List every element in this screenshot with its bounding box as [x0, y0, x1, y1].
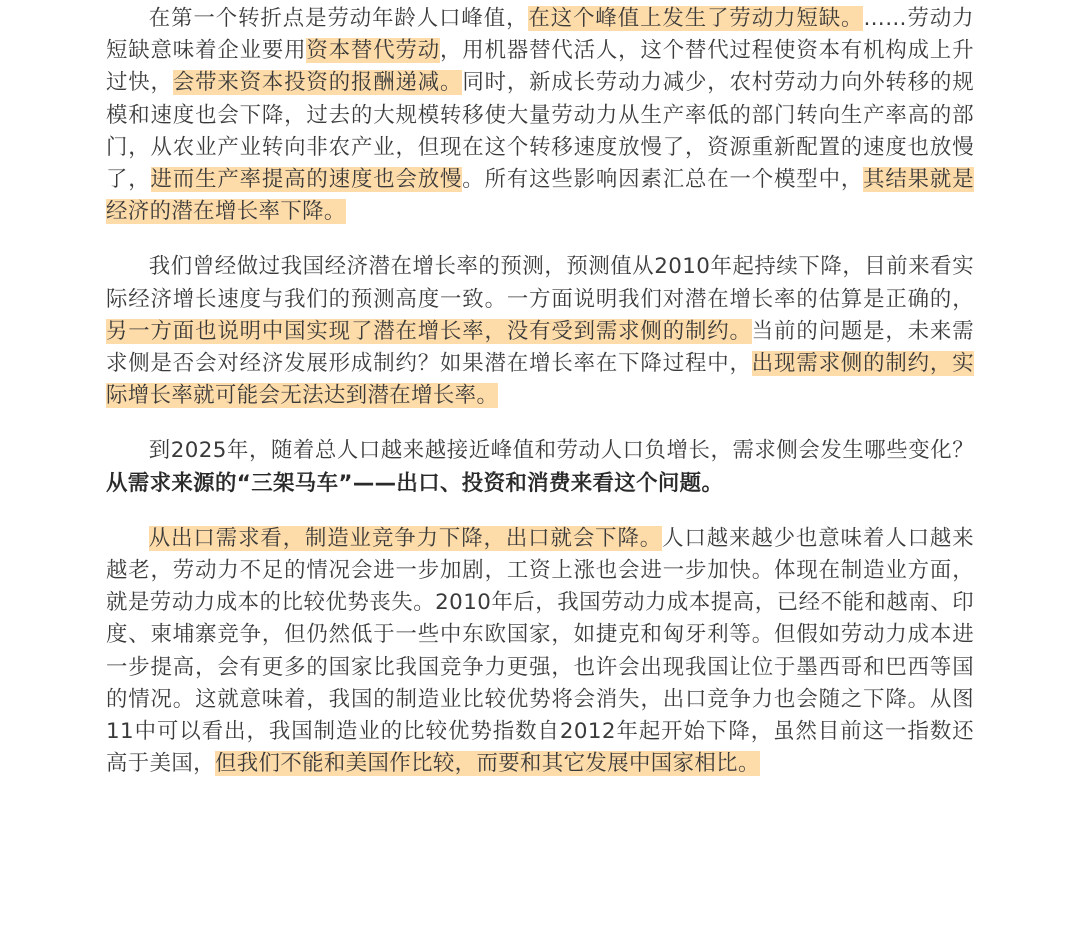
- paragraph-4: [106, 523, 974, 781]
- text-segment: 同时，新成长劳动力减少，农村劳动力向外转移的规模和速度也会下降，过去的大规模转移使大量劳动力从生产率低的部门转向生产率高的部门，从农业产业转向非农产业，但现在这个转移速度放慢了，资源重新配置的速度也放慢了，: [106, 70, 975, 193]
- text-segment: ……劳动力短缺意味着企业要用: [106, 6, 974, 64]
- text-segment: 。所有这些影响因素汇总在一个模型中，: [462, 167, 864, 193]
- highlighted-text: 另一方面也说明中国实现了潜在增长率，没有受到需求侧的制约。: [106, 318, 752, 344]
- text-segment: 在第一个转折点是劳动年龄人口峰值，: [148, 6, 529, 31]
- bold-text: 从需求来源的“三架马车”——出口、投资和消费来看这个问题。: [106, 470, 724, 496]
- highlighted-text: 进而生产率提高的速度也会放慢: [150, 167, 463, 193]
- text-segment: 我们曾经做过我国经济潜在增长率的预测，预测值从2010年起持续下降，目前来看实际经济增长速度与我们的预测高度一致。一方面说明我们对潜在增长率的估算是正确的，: [106, 254, 974, 312]
- highlighted-text: 从出口需求看，制造业竞争力下降，出口就会下降。: [148, 525, 663, 551]
- paragraph-3: [106, 435, 974, 499]
- text-segment: 到2025年，随着总人口越来越接近峰值和劳动人口负增长，需求侧会发生哪些变化？: [148, 438, 974, 464]
- highlighted-text: 但我们不能和美国作比较，而要和其它发展中国家相比。: [214, 751, 760, 777]
- highlighted-text: 出现需求侧的制约，实际增长率就可能会无法达到潜在增长率。: [106, 351, 974, 409]
- text-segment: ，用机器替代活人，这个替代过程使资本有机构成上升过快，: [106, 38, 974, 96]
- highlighted-text: 会带来资本投资的报酬递减。: [172, 70, 463, 96]
- text-segment: 当前的问题是，未来需求侧是否会对经济发展形成制约？如果潜在增长率在下降过程中，: [106, 318, 974, 377]
- text-segment: 人口越来越少也意味着人口越来越老，劳动力不足的情况会进一步加剧，工资上涨也会进一步加快。体现在制造业方面，就是劳动力成本的比较优势丧失。2010年后，我国劳动力成本提高，已经不能和越南、印度、柬埔寨竞争，但仍然低于一些中东欧国家，如捷克和匈牙利等。但假如劳动力成本进一步提高，会有更多的国家比我国竞争力更强，也许会出现我国让位于墨西哥和巴西等国的情况。这就意味着，我国的制造业比较优势将会消失，出口竞争力也会随之下降。从图11中可以看出，我国制造业的比较优势指数自2012年起开始下降，虽然目前这一指数还高于美国，: [106, 525, 975, 777]
- paragraph-1: [106, 0, 974, 228]
- paragraph-2: [106, 251, 974, 412]
- highlighted-text: 在这个峰值上发生了劳动力短缺。: [528, 6, 864, 31]
- highlighted-text: 资本替代劳动: [306, 38, 441, 64]
- highlighted-text: 其结果就是经济的潜在增长率下降。: [106, 167, 974, 225]
